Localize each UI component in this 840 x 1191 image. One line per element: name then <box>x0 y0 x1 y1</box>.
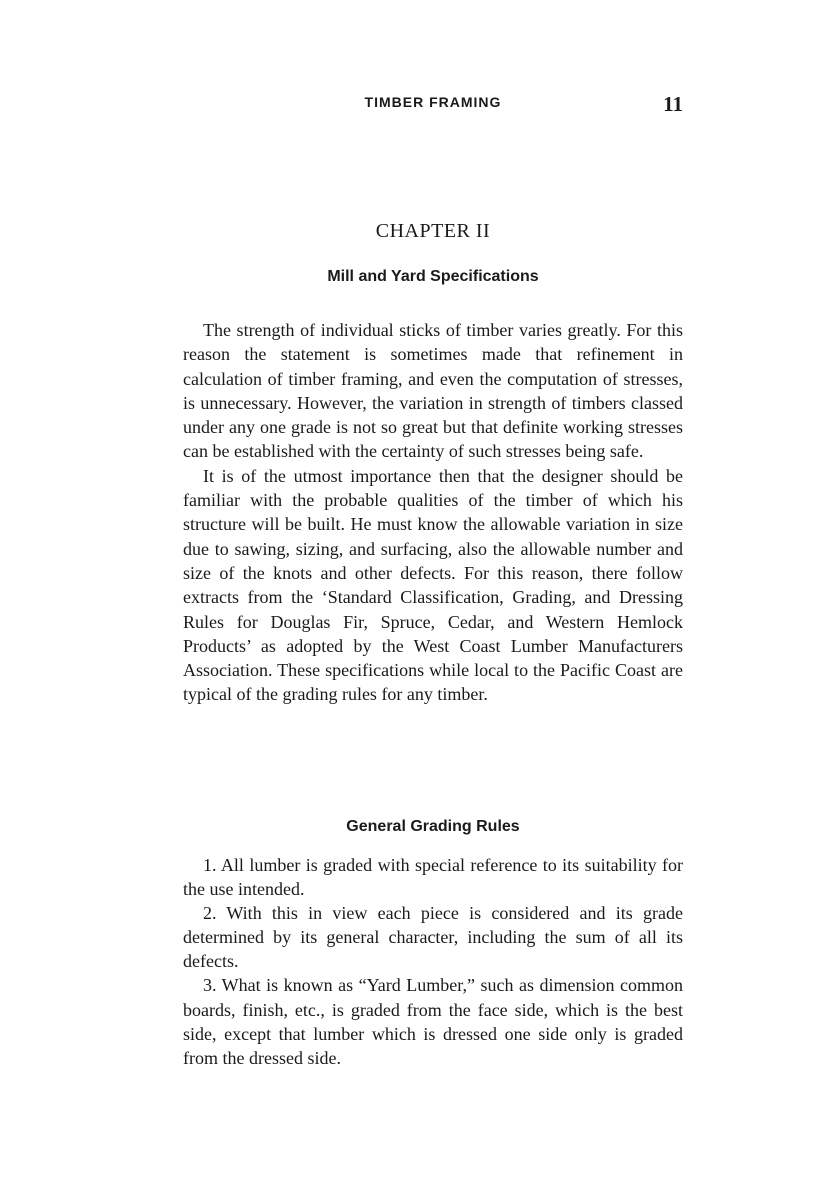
running-header <box>183 94 683 118</box>
paragraph: The strength of individual sticks of timber varies greatly. For this reason the statement is sometimes made that refinement in calculation of timber framing, and even the computation of stresses, is unnecessary. However, the variation in strength of timbers classed under any one grade is not so great but that definite working stresses can be established with the certainty of such stresses being safe. <box>183 320 683 462</box>
intro-text <box>183 318 683 707</box>
paragraph: It is of the utmost importance then that the designer should be familiar with the probable qualities of the timber of which his structure will be built. He must know the allowable variation in size due to sawing, sizing, and surfacing, also the allowable number and size of the knots and other defects. For this reason, there follow extracts from the ‘Standard Classification, Grading, and Dressing Rules for Douglas Fir, Spruce, Cedar, and Western Hemlock Products’ as adopted by the West Coast Lumber Manufacturers Association. These specifications while local to the Pacific Coast are typical of the grading rules for any timber. <box>183 465 683 705</box>
section-title-grading-rules: General Grading Rules <box>346 818 520 835</box>
rule-item: 2. With this in view each piece is considered and its grade determined by its general character, including the sum of all its defects. <box>183 903 683 972</box>
chapter-label: CHAPTER II <box>375 220 491 242</box>
grading-rules-list <box>183 853 683 1070</box>
rule-item: 1. All lumber is graded with special reference to its suitability for the use intended. <box>183 855 683 900</box>
rule-item: 3. What is known as “Yard Lumber,” such as dimension common boards, finish, etc., is graded from the face side, which is the best side, except that lumber which is dressed one side only is graded from the dressed side. <box>183 975 683 1068</box>
page-number: 11 <box>663 92 683 116</box>
chapter-title: Mill and Yard Specifications <box>327 268 539 285</box>
running-title: TIMBER FRAMING <box>364 94 502 110</box>
